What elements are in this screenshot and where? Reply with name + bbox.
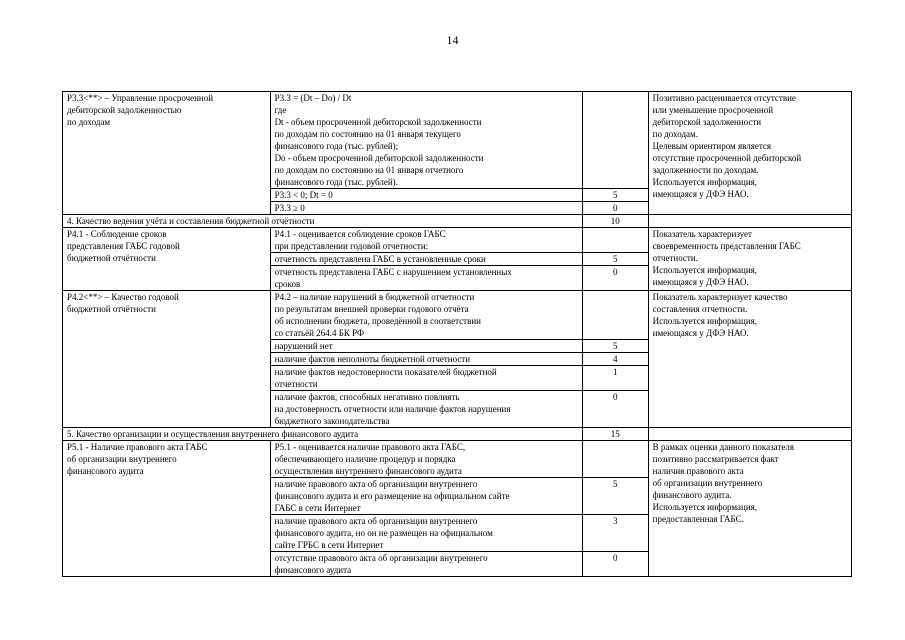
indicator-formula-p42 xyxy=(270,291,582,340)
option-text xyxy=(270,353,582,366)
cell-text: отсутствие правового акта об организации внутреннего xyxy=(274,553,488,563)
indicator-formula-p33 xyxy=(270,92,582,189)
cell-text: об организации внутреннего xyxy=(652,478,763,488)
indicator-name-p51 xyxy=(63,441,271,577)
option-text: Р3.3 ≥ 0 xyxy=(270,202,582,215)
cell-text: по результатам внешней проверки годового отчёта xyxy=(274,304,469,314)
cell-text: финансового аудита xyxy=(274,565,352,575)
cell-text: бюджетной отчётности xyxy=(67,253,156,263)
cell-text: имеющаяся у ДФЭ НАО. xyxy=(652,328,749,338)
option-text xyxy=(270,391,582,428)
cell-text: нарушений нет xyxy=(274,341,333,351)
option-text xyxy=(270,552,582,577)
cell-text: Р3.3 = (Dt – Do) / Dt xyxy=(274,93,352,103)
cell-text: по доходам по состоянию на 01 января текущего xyxy=(274,129,461,139)
option-score: 0 xyxy=(582,266,648,291)
cell-text: имеющаяся у ДФЭ НАО. xyxy=(652,189,749,199)
cell-text: отчетности. xyxy=(652,253,698,263)
indicators-table xyxy=(62,91,852,577)
option-text xyxy=(270,366,582,391)
table-row xyxy=(63,92,852,189)
section-title: 4. Качество ведения учёта и составления бюджетной отчётности xyxy=(63,215,583,228)
cell-text: ГАБС в сети Интернет xyxy=(274,503,361,513)
cell-text: финансового года (тыс. рублей). xyxy=(274,177,398,187)
cell-text: об организации внутреннего xyxy=(67,454,177,464)
section-weight: 15 xyxy=(582,428,648,441)
indicator-comment-p33 xyxy=(648,92,851,215)
cell-text: отчетности xyxy=(274,379,318,389)
cell-text: по доходам xyxy=(67,117,111,127)
option-text xyxy=(270,340,582,353)
section-weight: 10 xyxy=(582,215,648,228)
empty-cell xyxy=(648,215,851,228)
cell-text: Целевым ориентиром является xyxy=(652,141,772,151)
cell-text: В рамках оценки данного показателя xyxy=(652,442,794,452)
cell-text: Позитивно расценивается отсутствие xyxy=(652,93,796,103)
cell-text: дебиторской задолженности xyxy=(652,117,762,127)
cell-text: Р3.3<**> – Управление просроченной xyxy=(67,93,214,103)
indicator-formula-p41 xyxy=(270,228,582,253)
option-text xyxy=(270,266,582,291)
cell-text: финансового аудита xyxy=(67,466,144,476)
cell-text: осуществления внутреннего финансового аудита xyxy=(274,466,462,476)
cell-text: Dt - объем просроченной дебиторской задолженности xyxy=(274,117,482,127)
option-score: 5 xyxy=(582,340,648,353)
option-text xyxy=(270,253,582,266)
cell-text: или уменьшение просроченной xyxy=(652,105,774,115)
cell-text: Р4.1 - оценивается соблюдение сроков ГАБС xyxy=(274,229,446,239)
cell-text: Р4.2<**> – Качество годовой xyxy=(67,292,179,302)
cell-text: на достоверность отчетности или наличие фактов нарушения xyxy=(274,404,511,414)
indicator-comment-p41 xyxy=(648,228,851,291)
cell-text: наличие фактов, способных негативно повлиять xyxy=(274,392,460,402)
cell-text: Р5.1 - Наличие правового акта ГАБС xyxy=(67,442,208,452)
empty-cell xyxy=(648,428,851,441)
indicator-name-p42 xyxy=(63,291,271,428)
section-row xyxy=(63,215,852,228)
cell-text: Показатель характеризует качество xyxy=(652,292,788,302)
cell-text: финансового года (тыс. рублей); xyxy=(274,141,399,151)
cell-text: Р4.2 – наличие нарушений в бюджетной отчетности xyxy=(274,292,475,302)
cell-text: отчетность представлена ГАБС с нарушением установленных xyxy=(274,267,512,277)
cell-text: дебиторской задолженностью xyxy=(67,105,182,115)
score-cell xyxy=(582,92,648,189)
section-row xyxy=(63,428,852,441)
cell-text: отчетность представлена ГАБС в установленные сроки xyxy=(274,254,486,264)
cell-text: Р4.1 - Соблюдение сроков xyxy=(67,229,167,239)
option-score: 0 xyxy=(582,391,648,428)
indicator-comment-p42 xyxy=(648,291,851,428)
cell-text: сроков xyxy=(274,279,301,289)
indicator-formula-p51 xyxy=(270,441,582,478)
cell-text: об исполнении бюджета, проведённой в соответствии xyxy=(274,316,481,326)
cell-text: где xyxy=(274,105,287,115)
cell-text: наличия правового акта xyxy=(652,466,744,476)
section-title: 5. Качество организации и осуществления внутреннего финансового аудита xyxy=(63,428,583,441)
score-cell xyxy=(582,291,648,340)
cell-text: по доходам. xyxy=(652,129,698,139)
cell-text: представления ГАБС годовой xyxy=(67,241,180,251)
table-row xyxy=(63,228,852,253)
option-score: 5 xyxy=(582,253,648,266)
cell-text: наличие фактов неполноты бюджетной отчетности xyxy=(274,354,471,364)
cell-text: Используется информация, xyxy=(652,502,758,512)
option-text: Р3.3 < 0; Dt = 0 xyxy=(270,189,582,202)
option-text xyxy=(270,515,582,552)
indicator-name-p33 xyxy=(63,92,271,215)
cell-text: финансового аудита и его размещение на официальном сайте xyxy=(274,491,510,501)
cell-text: финансового аудита. xyxy=(652,490,732,500)
cell-text: составления отчетности. xyxy=(652,304,748,314)
cell-text: отсутствие просроченной дебиторской xyxy=(652,153,802,163)
option-score: 5 xyxy=(582,189,648,202)
cell-text: Используется информация, xyxy=(652,177,758,187)
cell-text: имеющаяся у ДФЭ НАО. xyxy=(652,277,749,287)
option-score: 4 xyxy=(582,353,648,366)
score-cell xyxy=(582,228,648,253)
indicator-name-p41 xyxy=(63,228,271,291)
cell-text: задолженности по доходам. xyxy=(652,165,759,175)
score-cell xyxy=(582,441,648,478)
cell-text: позитивно рассматривается факт xyxy=(652,454,779,464)
table-row xyxy=(63,441,852,478)
cell-text: наличие фактов недостоверности показателей бюджетной xyxy=(274,367,497,377)
indicator-comment-p51 xyxy=(648,441,851,577)
cell-text: сайте ГРБС в сети Интернет xyxy=(274,540,384,550)
cell-text: Используется информация, xyxy=(652,316,758,326)
cell-text: при представлении годовой отчетности: xyxy=(274,241,429,251)
cell-text: предоставленная ГАБС. xyxy=(652,514,744,524)
option-score: 1 xyxy=(582,366,648,391)
option-score: 0 xyxy=(582,202,648,215)
cell-text: со статьёй 264.4 БК РФ xyxy=(274,328,365,338)
cell-text: Р5.1 - оценивается наличие правового акта ГАБС, xyxy=(274,442,466,452)
cell-text: Используется информация, xyxy=(652,265,758,275)
cell-text: Do - объем просроченной дебиторской задолженности xyxy=(274,153,484,163)
cell-text: своевременность представления ГАБС xyxy=(652,241,801,251)
cell-text: обеспечивающего наличие процедур и порядка xyxy=(274,454,456,464)
option-text xyxy=(270,478,582,515)
cell-text: наличие правового акта об организации внутреннего xyxy=(274,479,478,489)
option-score: 5 xyxy=(582,478,648,515)
cell-text: Показатель характеризует xyxy=(652,229,752,239)
option-score: 0 xyxy=(582,552,648,577)
cell-text: по доходам по состоянию на 01 января отчетного xyxy=(274,165,464,175)
table-row xyxy=(63,291,852,340)
cell-text: бюджетного законодательства xyxy=(274,416,390,426)
cell-text: финансового аудита, но он не размещен на официальном xyxy=(274,528,493,538)
cell-text: наличие правового акта об организации внутреннего xyxy=(274,516,478,526)
page-number: 14 xyxy=(446,33,459,47)
cell-text: бюджетной отчётности xyxy=(67,304,156,314)
option-score: 3 xyxy=(582,515,648,552)
